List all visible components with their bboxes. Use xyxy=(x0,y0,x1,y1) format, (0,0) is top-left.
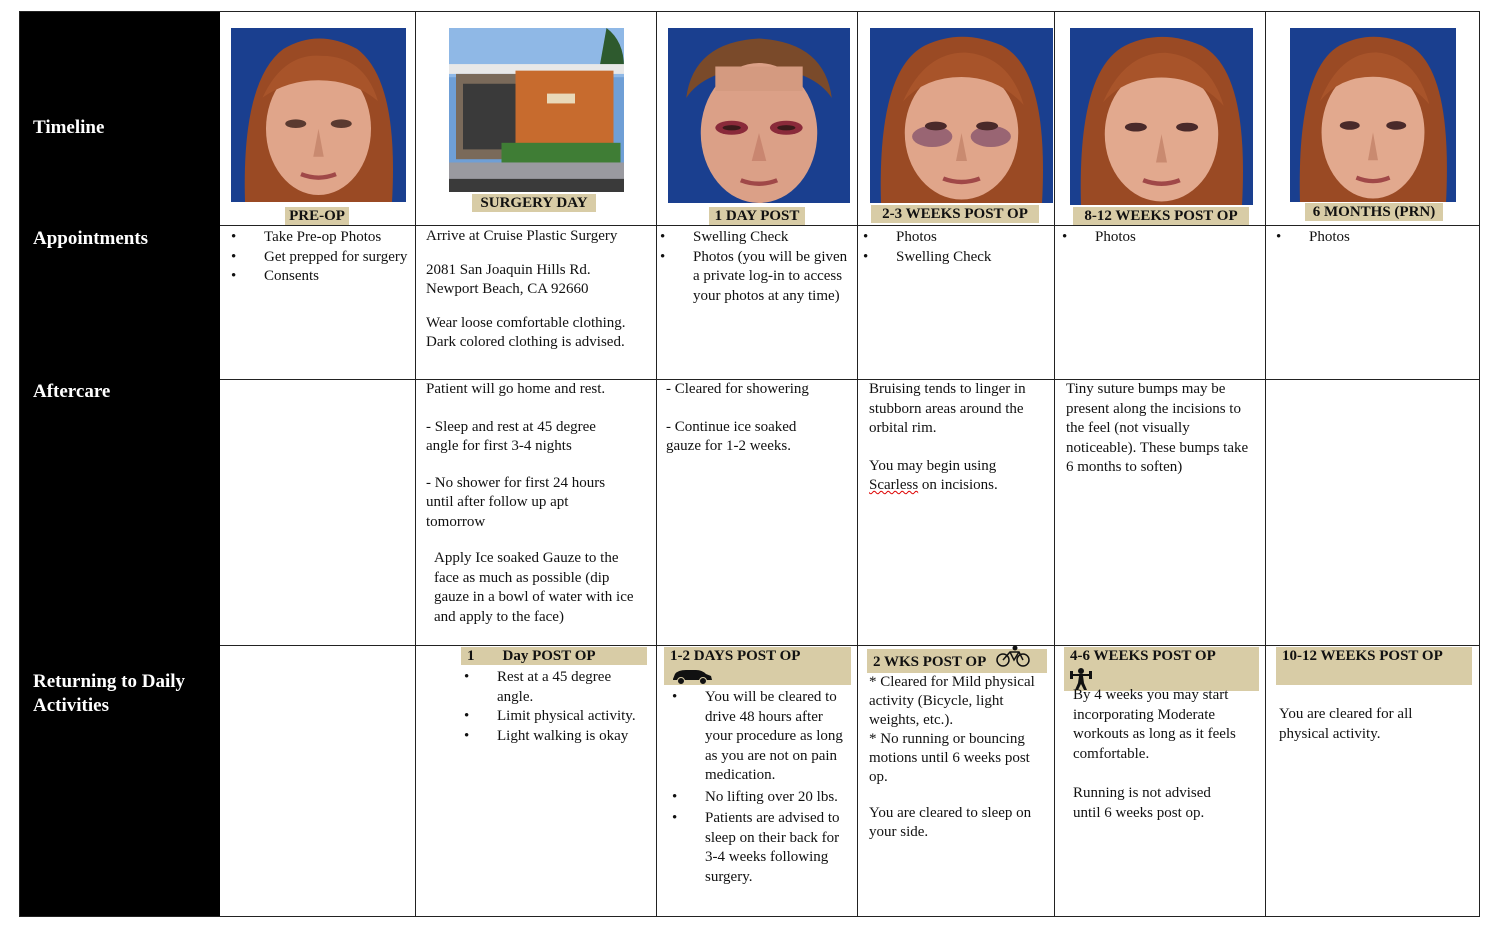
list-item: • You will be cleared to drive 48 hours after your procedure as long as you are not on pain medication. xyxy=(671,688,851,786)
aftercare-text: - Continue ice soaked gauze for 1-2 weeks. xyxy=(666,418,797,454)
list-item: • Photos (you will be given a private log-in to access your photos at any time) xyxy=(659,248,849,307)
stage-label-surgery: SURGERY DAY xyxy=(472,194,596,212)
aftercare-text: - No shower for first 24 hours until after follow up apt tomorrow xyxy=(426,474,606,530)
appointments-surgery xyxy=(426,227,651,367)
appointments-weeks8-12 xyxy=(1061,228,1251,248)
building-photo xyxy=(449,28,624,192)
list-item: • Patients are advised to sleep on their back for 3-4 weeks following surgery. xyxy=(671,809,851,887)
appointment-text: Wear loose comfortable clothing. Dark colored clothing is advised. xyxy=(426,314,626,350)
header-text: 4-6 WEEKS POST OP xyxy=(1070,648,1216,664)
header-text: 10-12 WEEKS POST OP xyxy=(1282,648,1443,664)
header-text: 1-2 DAYS POST OP xyxy=(670,648,801,664)
aftercare-text-part: You may begin using xyxy=(869,457,997,474)
aftercare-text: Patient will go home and rest. xyxy=(426,381,606,397)
aftercare-weeks2-3 xyxy=(869,380,1051,510)
divider xyxy=(857,11,858,916)
aftercare-text-part: on incisions. xyxy=(921,477,998,493)
aftercare-text: - Cleared for showering xyxy=(666,381,809,397)
activity-text: * No running or bouncing motions until 6 weeks post op. xyxy=(869,731,1030,785)
stage-label-preop: PRE-OP xyxy=(285,207,349,225)
appointments-weeks2-3 xyxy=(862,228,1052,267)
header-text: Day POST OP xyxy=(502,648,596,664)
face-photo-weeks8-12 xyxy=(1070,28,1253,205)
face-photo-preop xyxy=(231,28,406,202)
stage-label-weeks8-12: 8-12 WEEKS POST OP xyxy=(1073,207,1249,225)
label-timeline: Timeline xyxy=(33,117,105,138)
header-number: 1 xyxy=(467,648,475,664)
appointments-preop xyxy=(230,228,410,287)
list-item: • Photos xyxy=(1061,228,1251,248)
appointment-text: Arrive at Cruise Plastic Surgery xyxy=(426,228,618,244)
face-photo-weeks2-3 xyxy=(870,28,1053,203)
bicycle-icon xyxy=(995,645,1031,667)
divider xyxy=(1265,11,1266,916)
list-item: • Swelling Check xyxy=(659,228,849,248)
list-item: • Take Pre-op Photos xyxy=(230,228,410,248)
activity-text: * Cleared for Mild physical activity (Bicycle, light weights, etc.). xyxy=(869,674,1035,728)
list-item: • Rest at a 45 degree angle. xyxy=(463,668,638,707)
appointments-day1 xyxy=(659,228,849,306)
activities-weeks2 xyxy=(869,673,1051,842)
face-photo-day1 xyxy=(668,28,850,203)
list-item: • Limit physical activity. xyxy=(463,707,638,727)
activity-text: Running is not advised until 6 weeks post op. xyxy=(1073,785,1211,821)
car-icon xyxy=(670,667,714,685)
activities-days1-2 xyxy=(671,688,851,887)
divider xyxy=(220,645,1479,646)
list-item: • Consents xyxy=(230,267,410,287)
face-photo-months6 xyxy=(1290,28,1456,202)
stage-label-day1: 1 DAY POST xyxy=(709,207,805,225)
divider xyxy=(415,11,416,916)
activity-text: You are cleared to sleep on your side. xyxy=(869,805,1032,840)
activity-header-day1 xyxy=(461,647,647,665)
appointments-months6 xyxy=(1275,228,1465,248)
activities-weeks10-12 xyxy=(1279,705,1464,758)
activity-text: By 4 weeks you may start incorporating Moderate workouts as long as it feels comfortable. xyxy=(1073,687,1236,762)
aftercare-text xyxy=(869,457,1051,496)
aftercare-text: Bruising tends to linger in stubborn areas around the orbital rim. xyxy=(869,381,1026,436)
clinic-address: 2081 San Joaquin Hills Rd. Newport Beach, CA 92660 xyxy=(426,261,591,297)
stage-label-weeks2-3: 2-3 WEEKS POST OP xyxy=(871,205,1039,223)
aftercare-text: Tiny suture bumps may be present along the incisions to the feel (not visually noticeable). These bumps take 6 months to soften) xyxy=(1066,381,1249,475)
timeline-table xyxy=(19,11,1479,916)
list-item: • Photos xyxy=(862,228,1052,248)
activity-header-weeks10-12 xyxy=(1276,647,1472,685)
aftercare-day1 xyxy=(666,380,851,471)
label-appointments: Appointments xyxy=(33,228,149,249)
divider xyxy=(1054,11,1055,916)
label-aftercare: Aftercare xyxy=(33,381,111,402)
aftercare-text: - Sleep and rest at 45 degree angle for first 3-4 nights xyxy=(426,418,596,454)
list-item: • Light walking is okay xyxy=(463,727,638,747)
activity-header-weeks4-6 xyxy=(1064,647,1259,691)
header-text: 2 WKS POST OP xyxy=(873,654,987,670)
divider xyxy=(656,11,657,916)
stage-label-months6: 6 MONTHS (PRN) xyxy=(1305,203,1443,221)
list-item: • Get prepped for surgery xyxy=(230,248,410,268)
aftercare-surgery xyxy=(426,380,651,641)
divider xyxy=(220,225,1479,226)
list-item: • Photos xyxy=(1275,228,1465,248)
aftercare-weeks8-12 xyxy=(1066,380,1251,492)
product-name: Scarless xyxy=(869,477,919,493)
label-returning: Returning to Daily Activities xyxy=(33,671,185,716)
list-item: • Swelling Check xyxy=(862,248,1052,268)
activities-weeks4-6 xyxy=(1073,686,1258,837)
aftercare-text: Apply Ice soaked Gauze to the face as much as possible (dip gauze in a bowl of water with ice and apply to the face) xyxy=(434,550,634,625)
activities-day1 xyxy=(463,668,638,746)
activity-text: You are cleared for all physical activity. xyxy=(1279,706,1413,742)
list-item: • No lifting over 20 lbs. xyxy=(671,788,851,808)
